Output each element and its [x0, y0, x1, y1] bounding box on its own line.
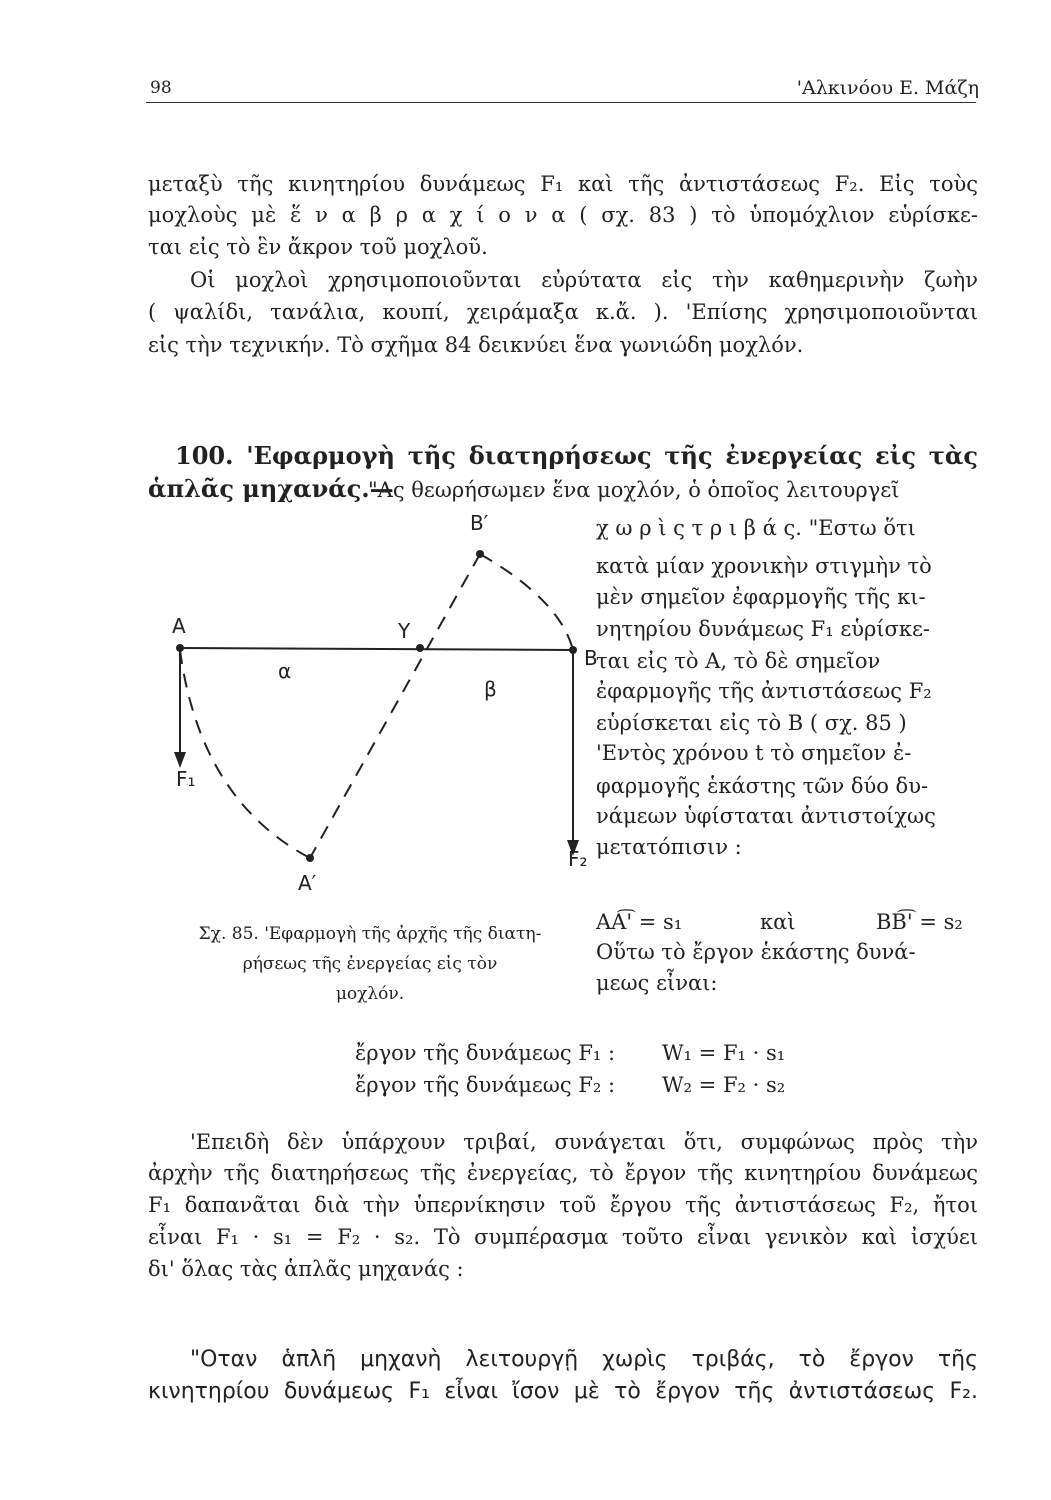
label-y: Y: [398, 619, 411, 643]
arc-equation-and: καὶ: [760, 910, 796, 934]
running-title: 'Αλκινόου Ε. Μάζη: [796, 77, 979, 99]
text-line: χ ω ρ ὶ ς τ ρ ι β ά ς. "Εστω ὅτι: [596, 516, 916, 540]
text-line: εὑρίσκεται εἰς τὸ Β ( σχ. 85 ): [596, 711, 907, 735]
text-line: δι' ὅλας τὰς ἁπλᾶς μηχανάς :: [148, 1257, 464, 1281]
label-b: B: [584, 646, 598, 670]
text-line: μεταξὺ τῆς κινητηρίου δυνάμεως F₁ καὶ τῆς ἀντιστάσεως F₂. Εἰς τοὺς: [148, 172, 978, 196]
text-line: 'Εντὸς χρόνου t τὸ σημεῖον ἐ-: [596, 741, 912, 765]
label-f1: F₁: [176, 767, 196, 791]
text-line: "Ας θεωρήσωμεν ἕνα μοχλόν, ὁ ὁποῖος λειτουργεῖ: [368, 478, 900, 502]
text-line: 'Επειδὴ δὲν ὑπάρχουν τριβαί, συνάγεται ὅτι, συμφώνως πρὸς τὴν: [190, 1130, 978, 1154]
conclusion-line: "Οταν ἁπλῆ μηχανὴ λειτουργῇ χωρὶς τριβάς, τὸ ἔργον τῆς: [190, 1347, 978, 1372]
text-line: νάμεων ὑφίσταται ἀντιστοίχως: [596, 804, 936, 828]
text-line: ἀρχὴν τῆς διατηρήσεως τῆς ἐνεργείας, τὸ ἔργον τῆς κινητηρίου δυνάμεως: [148, 1161, 978, 1185]
text-line: μετατόπισιν :: [596, 835, 742, 859]
lever-bar: [180, 648, 573, 650]
text-line: νητηρίου δυνάμεως F₁ εὑρίσκε-: [596, 617, 930, 641]
section-heading-cont: ἁπλᾶς μηχανάς.—: [148, 474, 394, 503]
label-f2: F₂: [568, 847, 588, 871]
text-line: μὲν σημεῖον ἐφαρμογῆς τῆς κι-: [596, 585, 926, 609]
text-line: μοχλοὺς μὲ ἕ ν α β ρ α χ ί ο ν α ( σχ. 83 ) τὸ ὑπομόχλιον εὑρίσκε-: [148, 203, 978, 227]
label-a: A: [172, 614, 186, 638]
text-line: κατὰ μίαν χρονικὴν στιγμὴν τὸ: [596, 554, 932, 578]
label-a-prime: A′: [298, 871, 317, 895]
label-alpha: α: [278, 659, 292, 683]
text-line: Οἱ μοχλοὶ χρησιμοποιοῦνται εὐρύτατα εἰς τὴν καθημερινὴν ζωὴν: [190, 268, 978, 292]
text-line: φαρμογῆς ἑκάστης τῶν δύο δυ-: [596, 774, 929, 798]
text-line: εἶναι F₁ · s₁ = F₂ · s₂. Τὸ συμπέρασμα τοῦτο εἶναι γενικὸν καὶ ἰσχύει: [148, 1225, 978, 1249]
displaced-lever: [310, 554, 480, 858]
work-formula-2: W₂ = F₂ · s₂: [662, 1073, 786, 1097]
text-line: Οὕτω τὸ ἔργον ἑκάστης δυνά-: [596, 940, 916, 964]
text-line: ται εἰς τὸ Α, τὸ δὲ σημεῖον: [596, 649, 881, 673]
text-line: μεως εἶναι:: [596, 971, 718, 995]
text-line: ( ψαλίδι, τανάλια, κουπί, χειράμαξα κ.ἄ. ). 'Επίσης χρησιμοποιοῦνται: [148, 300, 978, 324]
work-formula-1: W₁ = F₁ · s₁: [662, 1041, 786, 1065]
section-heading: 100. 'Εφαρμογὴ τῆς διατηρήσεως τῆς ἐνεργείας εἰς τὰς: [175, 441, 978, 470]
work-label-1: ἔργον τῆς δυνάμεως F₁ :: [355, 1041, 616, 1065]
label-beta: β: [484, 677, 497, 701]
arc-equation-right: BB͡' = s₂: [876, 910, 963, 934]
arc-equation-left: AA͡' = s₁: [596, 910, 683, 934]
work-label-2: ἔργον τῆς δυνάμεως F₂ :: [355, 1073, 616, 1097]
label-b-prime: B′: [470, 511, 489, 535]
page-number: 98: [150, 78, 172, 98]
text-line: ται εἰς τὸ ἓν ἄκρον τοῦ μοχλοῦ.: [148, 235, 488, 259]
text-line: ἐφαρμογῆς τῆς ἀντιστάσεως F₂: [596, 679, 932, 703]
caption-line: Σχ. 85. 'Εφαρμογὴ τῆς ἀρχῆς τῆς διατη-: [198, 924, 542, 944]
text-line: F₁ δαπανᾶται διὰ τὴν ὑπερνίκησιν τοῦ ἔργου τῆς ἀντιστάσεως F₂, ἤτοι: [148, 1193, 978, 1217]
caption-line: ρήσεως τῆς ἐνεργείας εἰς τὸν: [242, 954, 498, 974]
caption-line: μοχλόν.: [335, 984, 405, 1004]
arc-b: [480, 554, 573, 650]
conclusion-line: κινητηρίου δυνάμεως F₁ εἶναι ἴσον μὲ τὸ ἔργον τῆς ἀντιστάσεως F₂.: [148, 1379, 978, 1404]
text-line: εἰς τὴν τεχνικήν. Τὸ σχῆμα 84 δεικνύει ἕνα γωνιώδη μοχλόν.: [148, 333, 804, 357]
